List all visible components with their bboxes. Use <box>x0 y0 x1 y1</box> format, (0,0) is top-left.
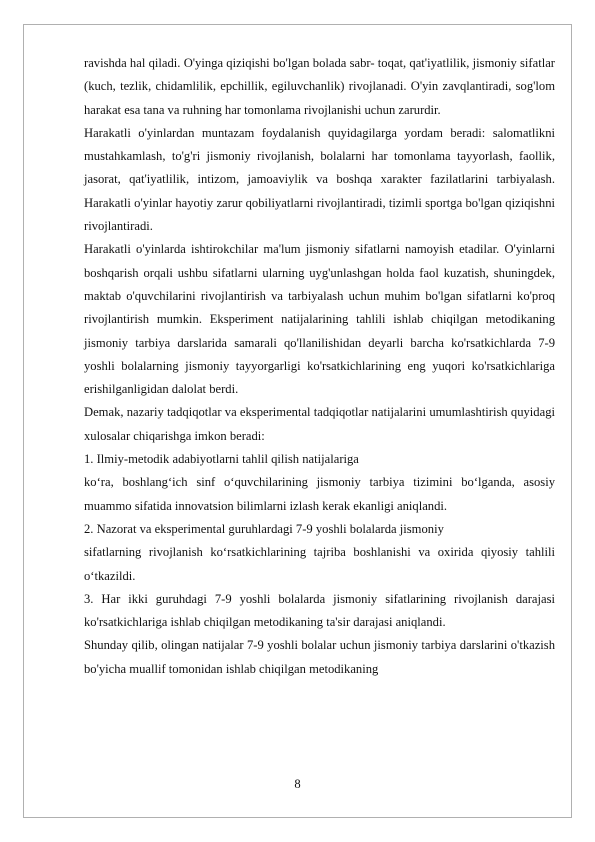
paragraph-3: Harakatli o'yinlarda ishtirokchilar ma'lum jismoniy sifatlarni namoyish etadilar. O'yinlarni boshqarish orqali ushbu sifatlarni ularning uyg'unlashgan holda faol kuzatish, shuningdek, maktab o'quvchilarini rivojlantirish va tarbiyalash uchun muhim bo'lgan sifatlarni ko'proq rivojlantirish mumkin. Eksperiment natijalarining tahlili ishlab chiqilgan metodikaning jismoniy tarbiya darslarida samarali qo'llanilishidan deyarli barcha ko'rsatkichlarda 7-9 yoshli bolalarning jismoniy tayyorgarligi ko'rsatkichlarining eng yuqori ko'rsatkichlariga erishilganligidan dalolat berdi. <box>84 242 555 397</box>
list-item-3: 3. Har ikki guruhdagi 7-9 yoshli bolalarda jismoniy sifatlarining rivojlanish darajasi ko'rsatkichlariga ishlab chiqilgan metodikaning ta'sir darajasi aniqlandi. <box>84 591 555 630</box>
paragraph-conclusion: Shunday qilib, olingan natijalar 7-9 yoshli bolalar uchun jismoniy tarbiya darslarini o'tkazish bo'yicha muallif tomonidan ishlab chiqilgan metodikaning <box>84 638 555 676</box>
paragraph-1: ravishda hal qiladi. O'yinga qiziqishi bo'lgan bolada sabr- toqat, qat'iyatlilik, jismoniy sifatlar (kuch, tezlik, chidamlilik, epchillik, egiluvchanlik) rivojlanadi. O'yin zavqlantiradi, sog'lom harakat esa tana va ruhning har tomonlama rivojlanishi uchun zarurdir. <box>84 56 555 117</box>
list-item-1-body: ko‘ra, boshlang‘ich sinf o‘quvchilarining jismoniy tarbiya tizimini bo‘lganda, asosiy muammo sifatida innovatsion bilimlarni izlash kerak ekanligi aniqlandi. <box>84 475 555 513</box>
document-body <box>84 52 555 681</box>
paragraph-4: Demak, nazariy tadqiqotlar va eksperimental tadqiqotlar natijalarini umumlashtirish quyidagi xulosalar chiqarishga imkon beradi: <box>84 405 555 443</box>
list-item-2-heading: 2. Nazorat va eksperimental guruhlardagi 7-9 yoshli bolalarda jismoniy <box>84 521 444 536</box>
list-item-2-body: sifatlarning rivojlanish ko‘rsatkichlarining tajriba boshlanishi va oxirida qiyosiy tahlili o‘tkazildi. <box>84 545 555 583</box>
page-number: 8 <box>294 777 301 791</box>
list-item-1-heading: 1. Ilmiy-metodik adabiyotlarni tahlil qilish natijalariga <box>84 452 359 467</box>
paragraph-2: Harakatli o'yinlardan muntazam foydalanish quyidagilarga yordam beradi: salomatlikni mustahkamlash, to'g'ri jismoniy rivojlanish, bolalarni har tomonlama tayyorlash, faollik, jasorat, qat'iyatlilik, intizom, jamoaviylik va boshqa xarakter fazilatlarini tarbiyalash. Harakatli o'yinlar hayotiy zarur qobiliyatlarni rivojlantiradi, tizimli sportga bo'lgan qiziqishni rivojlantiradi. <box>84 125 555 234</box>
